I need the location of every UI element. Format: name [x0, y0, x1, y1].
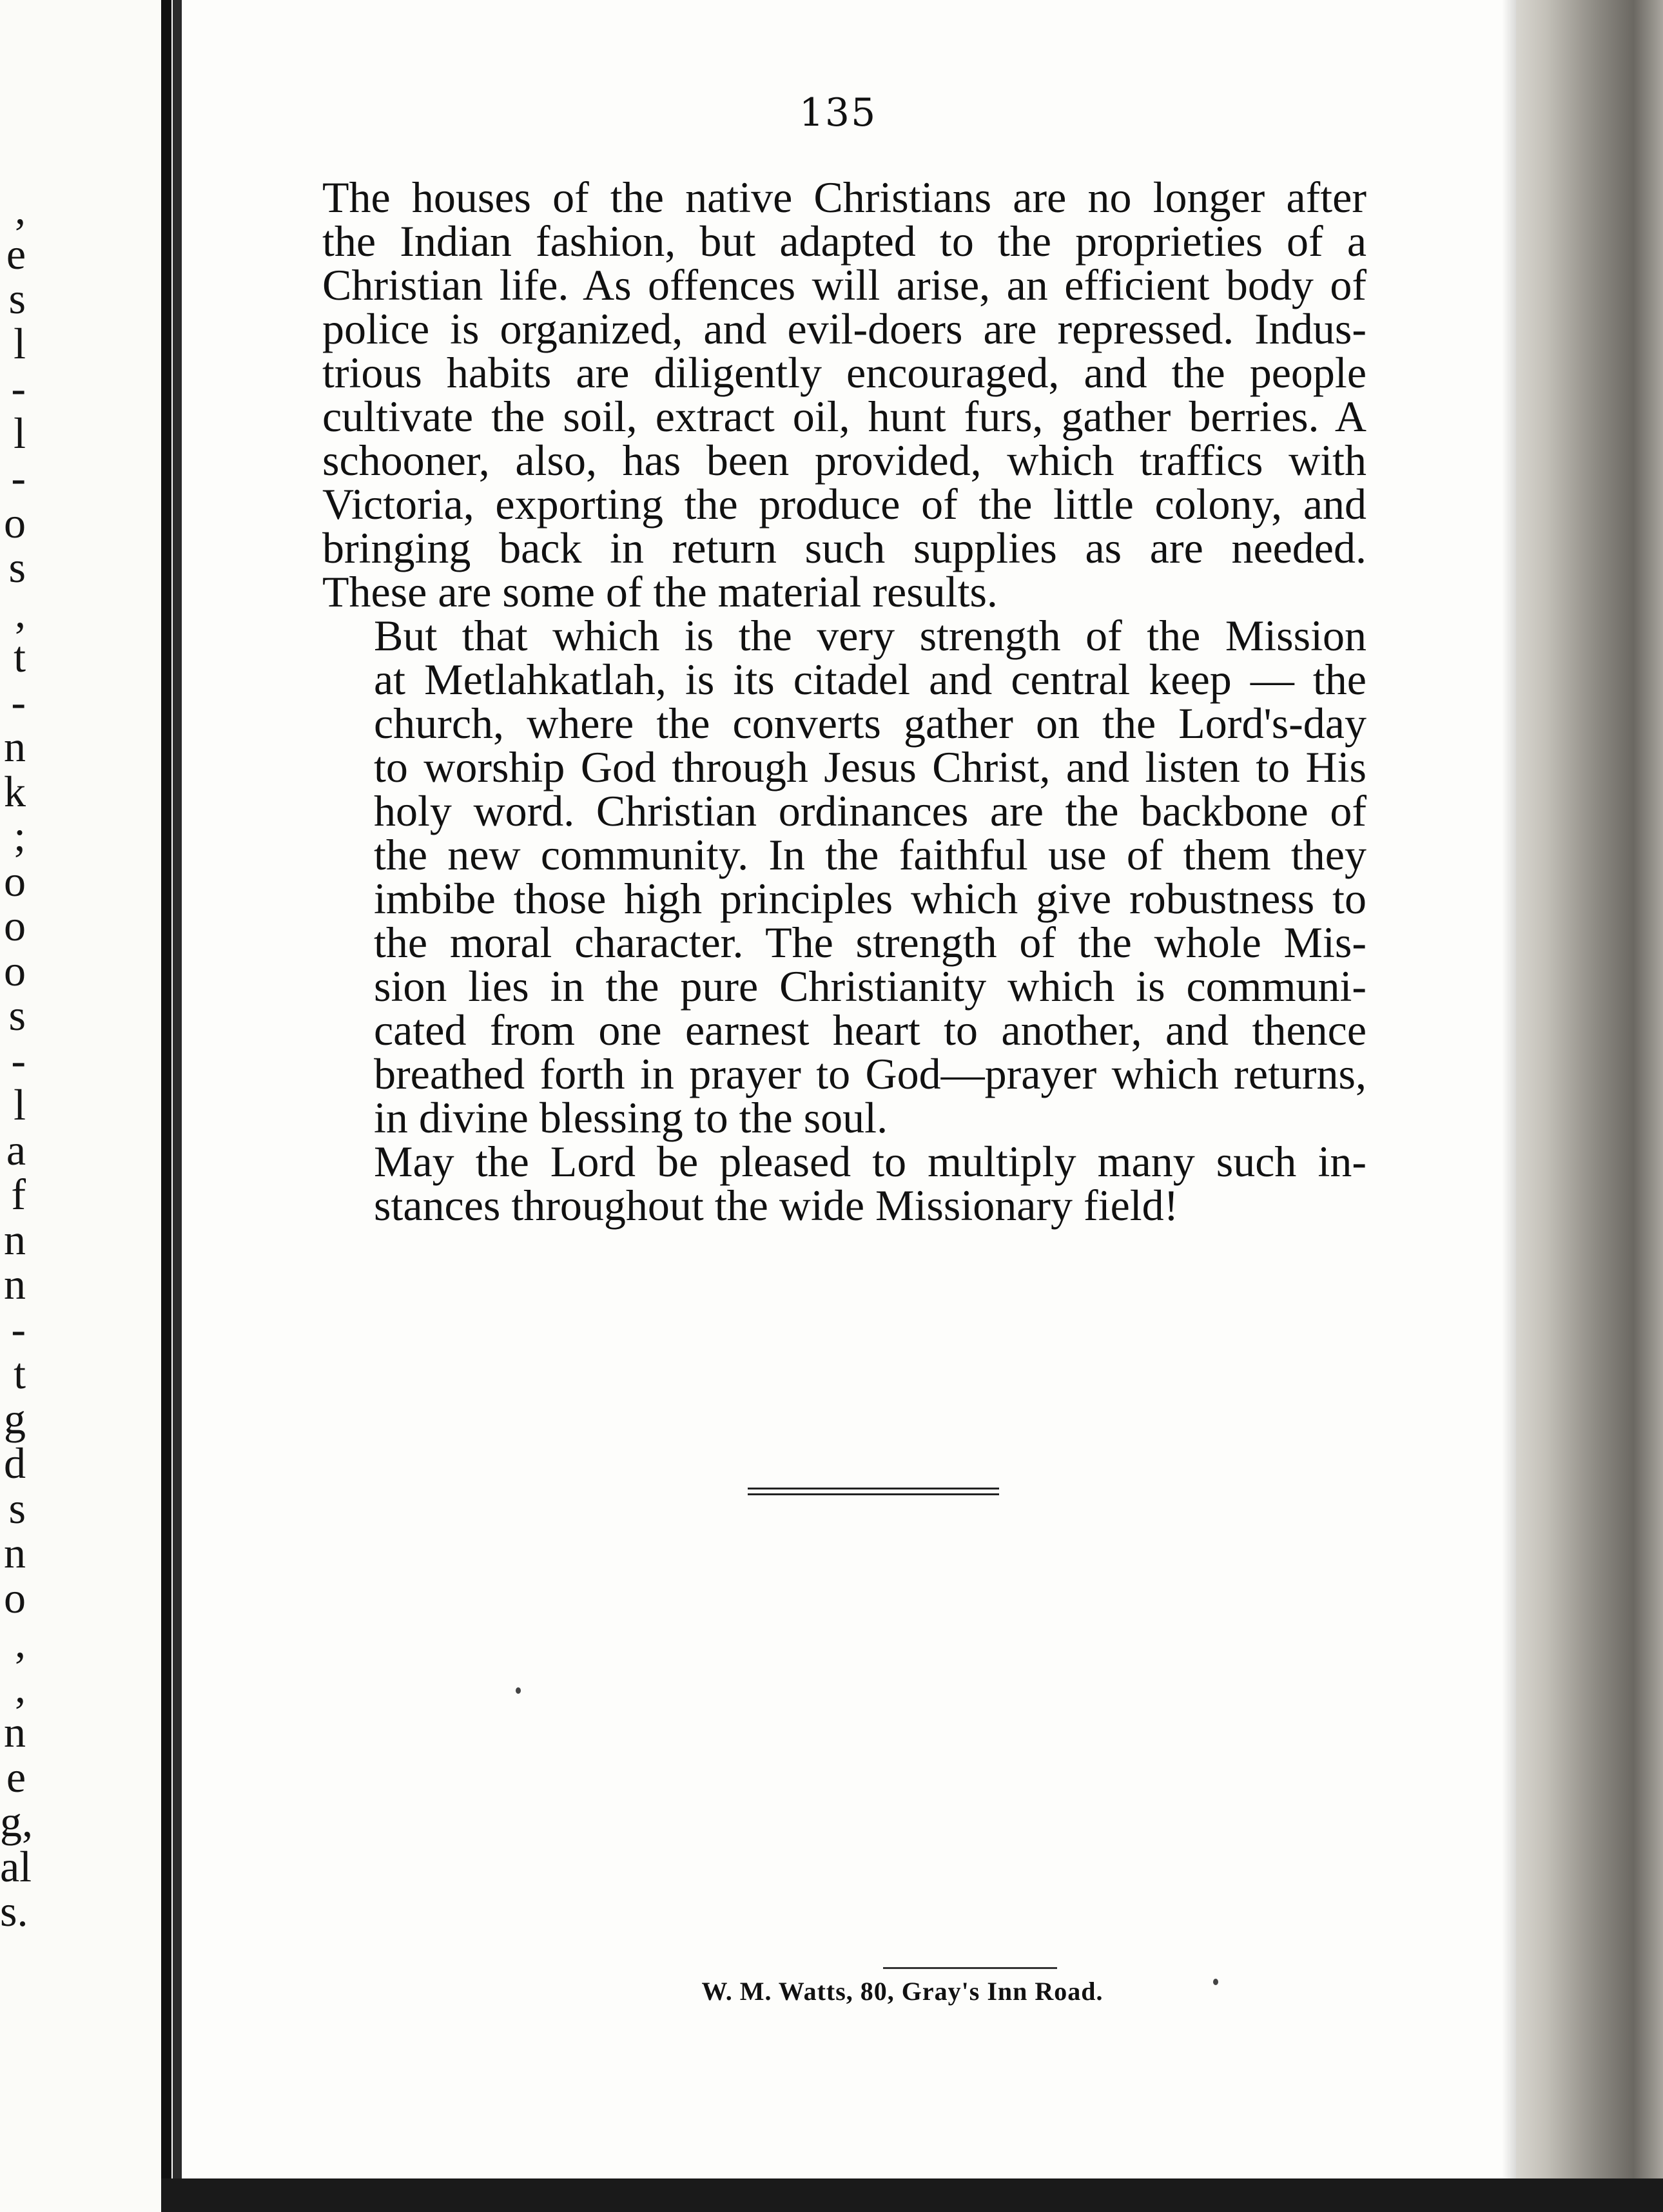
text-line: bringing back in return such supplies as are needed. [322, 523, 1366, 572]
facing-page-fragment: s [8, 1483, 26, 1533]
printer-imprint: W. M. Watts, 80, Gray's Inn Road. [701, 1977, 1104, 2006]
text-line: imbibe those high principles which give robustness to [374, 874, 1366, 923]
text-line: These are some of the material results. [322, 567, 998, 616]
facing-page-fragment: t [14, 632, 26, 681]
facing-page-fragment: n [4, 722, 26, 771]
text-line: police is organized, and evil-doers are repressed. Indus- [322, 304, 1366, 353]
text-line: sion lies in the pure Christianity which is communi- [374, 962, 1366, 1011]
facing-page-fragment: g [4, 1393, 26, 1443]
facing-page-fragment: g, [0, 1797, 33, 1846]
text-line: in divine blessing to the soul. [374, 1093, 888, 1142]
divider-line-top [748, 1488, 999, 1489]
facing-page-fragment: , [15, 1662, 26, 1712]
text-line: holy word. Christian ordinances are the backbone of [374, 786, 1366, 835]
page-number: 135 [799, 90, 877, 135]
facing-page-fragment: o [4, 856, 26, 906]
facing-page-fragment: d [4, 1439, 26, 1488]
paragraph-2 [322, 611, 1366, 1142]
gutter-shadow-inner [173, 0, 182, 2212]
bottom-edge [161, 2178, 1663, 2212]
facing-page-fragment: a [6, 1125, 26, 1174]
text-line: cated from one earnest heart to another, and thence [374, 1005, 1366, 1054]
imprint-rule [883, 1967, 1057, 1969]
text-line: trious habits are diligently encouraged, and the people [322, 348, 1366, 397]
text-line: stances throughout the wide Missionary field! [374, 1181, 1179, 1230]
text-line: the moral character. The strength of the whole Mis- [374, 918, 1366, 967]
text-line: But that which is the very strength of the Mission [374, 611, 1366, 660]
ink-speck [516, 1687, 521, 1694]
text-line: the new community. In the faithful use of them they [374, 830, 1366, 879]
facing-page-fragment: - [11, 364, 26, 412]
facing-page-fragment: - [11, 453, 26, 502]
facing-page-fragment: e [6, 229, 26, 278]
gutter-shadow [161, 0, 171, 2212]
facing-page-fragment: e [6, 1752, 26, 1801]
facing-page-fragment: o [4, 498, 26, 547]
divider-line-bottom [748, 1493, 999, 1495]
facing-page-fragment: s [8, 543, 26, 592]
text-line: The houses of the native Christians are no longer after [322, 173, 1366, 222]
text-line: at Metlahkatlah, is its citadel and central keep — the [374, 655, 1366, 704]
facing-page-fragment: k [4, 766, 26, 816]
text-line: breathed forth in prayer to God—prayer which returns, [374, 1049, 1366, 1098]
facing-page-fragment: - [11, 1304, 26, 1353]
text-line: May the Lord be pleased to multiply many such in- [374, 1137, 1366, 1186]
facing-page-fragment: - [11, 1035, 26, 1085]
text-line: Christian life. As offences will arise, an efficient body of [322, 260, 1366, 309]
text-line: the Indian fashion, but adapted to the proprieties of a [322, 217, 1366, 266]
facing-page-fragment: o [4, 1573, 26, 1622]
facing-page-fragment: s [8, 274, 26, 323]
facing-page-fragment: , [15, 1618, 26, 1667]
facing-page-fragment: n [4, 1214, 26, 1264]
facing-page-fragment: n [4, 1707, 26, 1756]
text-line: Victoria, exporting the produce of the little colony, and [322, 480, 1366, 529]
facing-page-fragment: ; [14, 811, 26, 860]
paragraph-1 [322, 175, 1366, 614]
facing-page-fragment: n [4, 1528, 26, 1577]
facing-page-fragment: l [14, 408, 26, 458]
facing-page-fragment: - [11, 677, 26, 726]
body-text [322, 173, 1366, 1230]
facing-page-fragment: s. [0, 1887, 28, 1936]
text-line: to worship God through Jesus Christ, and listen to His [374, 742, 1366, 791]
paragraph-3 [322, 1137, 1366, 1230]
facing-page-fragment: o [4, 901, 26, 950]
facing-page-fragment: , [15, 587, 26, 637]
book-fore-edge [1516, 0, 1663, 2212]
facing-page-edge [0, 0, 161, 2212]
facing-page-fragment: l [14, 318, 26, 368]
facing-page-fragment: s [8, 991, 26, 1040]
text-line: church, where the converts gather on the Lord's-day [374, 699, 1366, 748]
facing-page-fragment: n [4, 1259, 26, 1308]
text-line: schooner, also, has been provided, which traffics with [322, 436, 1366, 485]
facing-page-fragment: f [11, 1170, 26, 1219]
facing-page-fragment: al [0, 1841, 32, 1891]
text-line: cultivate the soil, extract oil, hunt furs, gather berries. A [322, 392, 1366, 441]
facing-page-fragment: o [4, 946, 26, 995]
ink-speck [1213, 1979, 1218, 1985]
section-divider-rule [748, 1488, 999, 1497]
facing-page-fragment: , [15, 184, 26, 233]
facing-page-fragment: t [14, 1349, 26, 1398]
facing-page-fragment: l [14, 1080, 26, 1129]
